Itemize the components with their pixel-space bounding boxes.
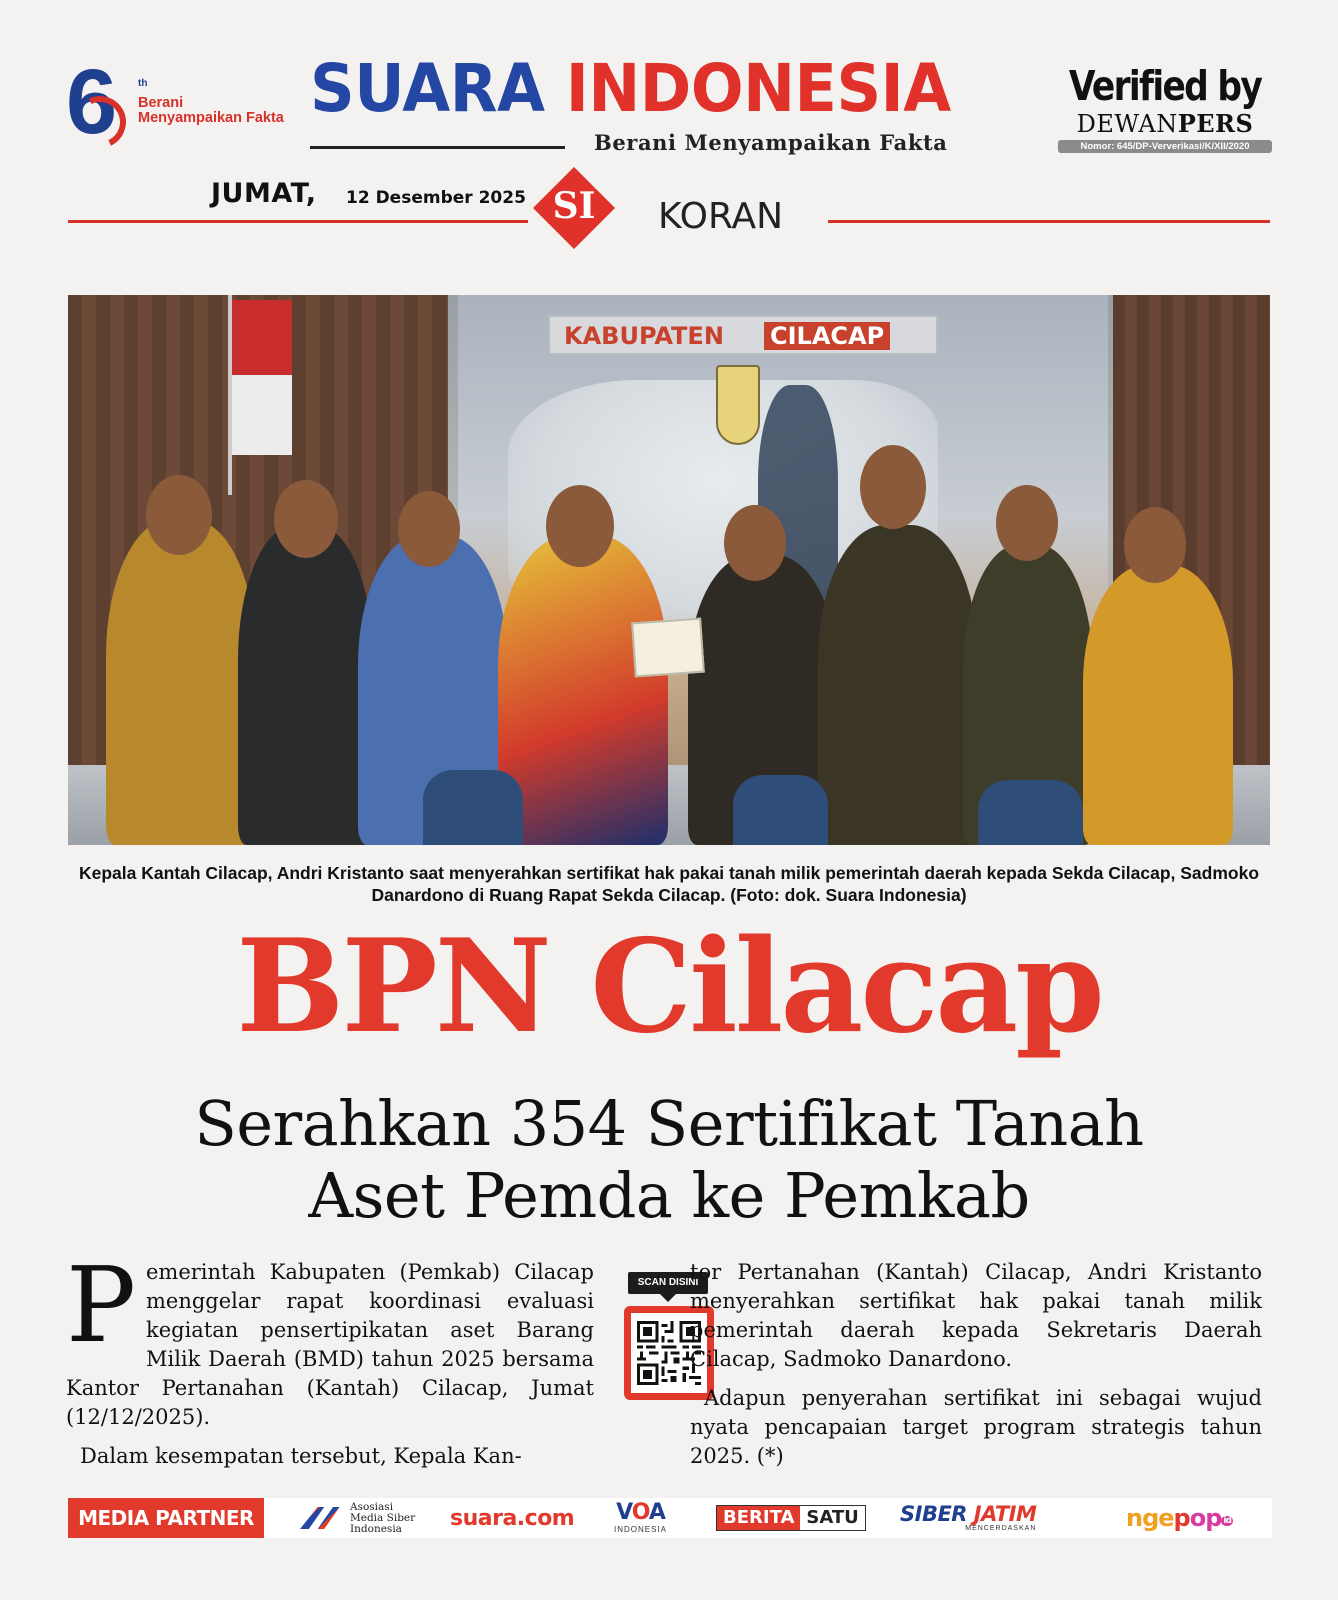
voa-logo bbox=[614, 1502, 667, 1534]
voa-subtitle: INDONESIA bbox=[614, 1525, 668, 1534]
headline-line-2: Aset Pemda ke Pemkab bbox=[308, 1159, 1030, 1232]
anniversary-logo bbox=[66, 51, 286, 154]
photo-banner-part1: KABUPATEN bbox=[564, 322, 724, 350]
siber-jatim-logo bbox=[900, 1504, 1036, 1532]
verified-org bbox=[1050, 109, 1280, 138]
person-1 bbox=[106, 520, 256, 845]
person-8-head bbox=[1124, 507, 1186, 583]
person-3-head bbox=[398, 491, 460, 567]
dateline-bar bbox=[68, 178, 1270, 258]
headline-line-1: Serahkan 354 Sertifikat Tanah bbox=[194, 1087, 1144, 1160]
person-8 bbox=[1083, 565, 1233, 845]
media-partner-heading: MEDIA PARTNER bbox=[68, 1498, 264, 1538]
berita-satu-part2: SATU bbox=[800, 1506, 864, 1530]
brand-logo[interactable] bbox=[310, 50, 1010, 156]
article-photo[interactable] bbox=[68, 295, 1270, 845]
brand-title bbox=[310, 50, 951, 127]
verified-org-part1: DEWAN bbox=[1076, 110, 1178, 138]
chair-1 bbox=[423, 770, 523, 845]
dateline-rule-left bbox=[68, 220, 528, 223]
verified-number: Nomor: 645/DP-Ververikasi/K/XII/2020 bbox=[1058, 140, 1272, 153]
amsi-logo-icon bbox=[300, 1507, 344, 1529]
partner-ngepop[interactable] bbox=[1126, 1498, 1233, 1538]
amsi-text bbox=[350, 1502, 415, 1535]
voa-letter-o: O bbox=[631, 1500, 649, 1525]
flag-icon-white bbox=[232, 375, 292, 455]
media-partner-bar bbox=[68, 1498, 1272, 1538]
dateline-day: JUMAT, bbox=[211, 178, 317, 209]
partner-suara-com[interactable] bbox=[450, 1498, 574, 1538]
partner-voa[interactable] bbox=[614, 1498, 667, 1538]
verified-title: Verified by bbox=[1068, 62, 1262, 110]
chair-3 bbox=[978, 780, 1083, 845]
person-1-head bbox=[146, 475, 212, 555]
article-kicker[interactable]: BPN Cilacap bbox=[236, 912, 1102, 1062]
article-headline[interactable] bbox=[0, 1088, 1338, 1232]
dateline-rule-right bbox=[828, 220, 1270, 223]
person-6-head bbox=[860, 445, 926, 529]
drop-cap: P bbox=[66, 1244, 136, 1366]
photo-caption: Kepala Kantah Cilacap, Andri Kristanto saat menyerahkan sertifikat hak pakai tanah milik pemerintah daerah kepada Sekda Cilacap, Sadmoko Danardono di Ruang Rapat Sekda Cilacap. (Foto: dok. Suara Indonesia) bbox=[78, 863, 1260, 905]
amsi-line-1: Asosiasi bbox=[350, 1500, 394, 1513]
anniversary-suffix: th bbox=[138, 78, 148, 89]
person-7-head bbox=[996, 485, 1058, 561]
partner-siber-jatim[interactable] bbox=[900, 1498, 1036, 1538]
verified-badge bbox=[1050, 62, 1280, 166]
anniversary-tagline: Berani Menyampaikan Fakta bbox=[138, 95, 284, 126]
certificate-document bbox=[631, 618, 705, 678]
person-6 bbox=[818, 525, 978, 845]
person-5-head bbox=[724, 505, 786, 581]
article-paragraph-1: emerintah Kabupaten (Pemkab) Cilacap menggelar rapat koordinasi evaluasi kegiatan pensertipikatan aset Barang Milik Daerah (BMD) tahun 2025 bersama Kantor Pertanahan (Kantah) Cilacap, Jumat (12/12/2025). bbox=[66, 1260, 594, 1429]
anniversary-number: 6 bbox=[66, 51, 114, 153]
ngepop-logo bbox=[1126, 1504, 1233, 1532]
suara-com-logo: suara.com bbox=[450, 1505, 575, 1531]
berita-satu-logo bbox=[716, 1505, 866, 1531]
voa-letter-v: V bbox=[616, 1500, 632, 1525]
siber-jatim-part2: JATIM bbox=[973, 1502, 1037, 1526]
qr-label: SCAN DISINI bbox=[628, 1272, 708, 1294]
article-paragraph-2: Dalam kesempatan tersebut, Kepala Kan- bbox=[80, 1444, 522, 1468]
photo-banner-part2: CILACAP bbox=[764, 322, 890, 350]
voa-letter-a: A bbox=[648, 1500, 665, 1525]
chair-2 bbox=[733, 775, 828, 845]
siber-jatim-part1: SIBER bbox=[900, 1502, 967, 1526]
photo-banner bbox=[548, 315, 938, 355]
flag-icon-red bbox=[232, 300, 292, 375]
amsi-line-3: Indonesia bbox=[350, 1522, 402, 1535]
verified-org-part2: PERS bbox=[1177, 109, 1254, 138]
siber-jatim-tagline: MENCERDASKAN bbox=[965, 1525, 1037, 1532]
article-column-2 bbox=[690, 1258, 1262, 1481]
article-column-1 bbox=[66, 1244, 594, 1481]
section-badge: SI bbox=[552, 185, 596, 227]
ngepop-domain: id bbox=[1223, 1516, 1231, 1526]
ngepop-part2: p bbox=[1173, 1504, 1190, 1532]
article-paragraph-4: Adapun penyerahan sertifikat ini sebagai wujud nyata pencapaian target program strategis tahun 2025. (*) bbox=[690, 1386, 1262, 1468]
article-paragraph-3: tor Pertanahan (Kantah) Cilacap, Andri Kristanto menyerahkan sertifikat hak pakai tanah milik pemerintah daerah kepada Sekretaris Daerah Cilacap, Sadmoko Danardono. bbox=[690, 1260, 1262, 1371]
dateline-date: 12 Desember 2025 bbox=[346, 188, 526, 208]
section-name[interactable]: KORAN bbox=[658, 196, 784, 237]
person-2 bbox=[238, 525, 373, 845]
brand-title-part2: INDONESIA bbox=[565, 50, 951, 127]
person-4 bbox=[498, 535, 668, 845]
person-4-head bbox=[546, 485, 614, 567]
partner-berita-satu[interactable] bbox=[716, 1498, 866, 1538]
crest-icon bbox=[716, 365, 760, 445]
person-2-head bbox=[274, 480, 338, 558]
brand-title-part1: SUARA bbox=[310, 50, 545, 127]
ngepop-part3: op bbox=[1189, 1504, 1222, 1532]
amsi-line-2: Media Siber bbox=[350, 1511, 416, 1524]
brand-slogan: Berani Menyampaikan Fakta bbox=[594, 130, 948, 155]
qr-label-pointer-icon bbox=[660, 1294, 676, 1302]
berita-satu-part1: BERITA bbox=[717, 1506, 800, 1530]
brand-rule-divider bbox=[310, 146, 565, 149]
partner-amsi[interactable] bbox=[300, 1498, 415, 1538]
ngepop-part1: nge bbox=[1126, 1504, 1174, 1532]
